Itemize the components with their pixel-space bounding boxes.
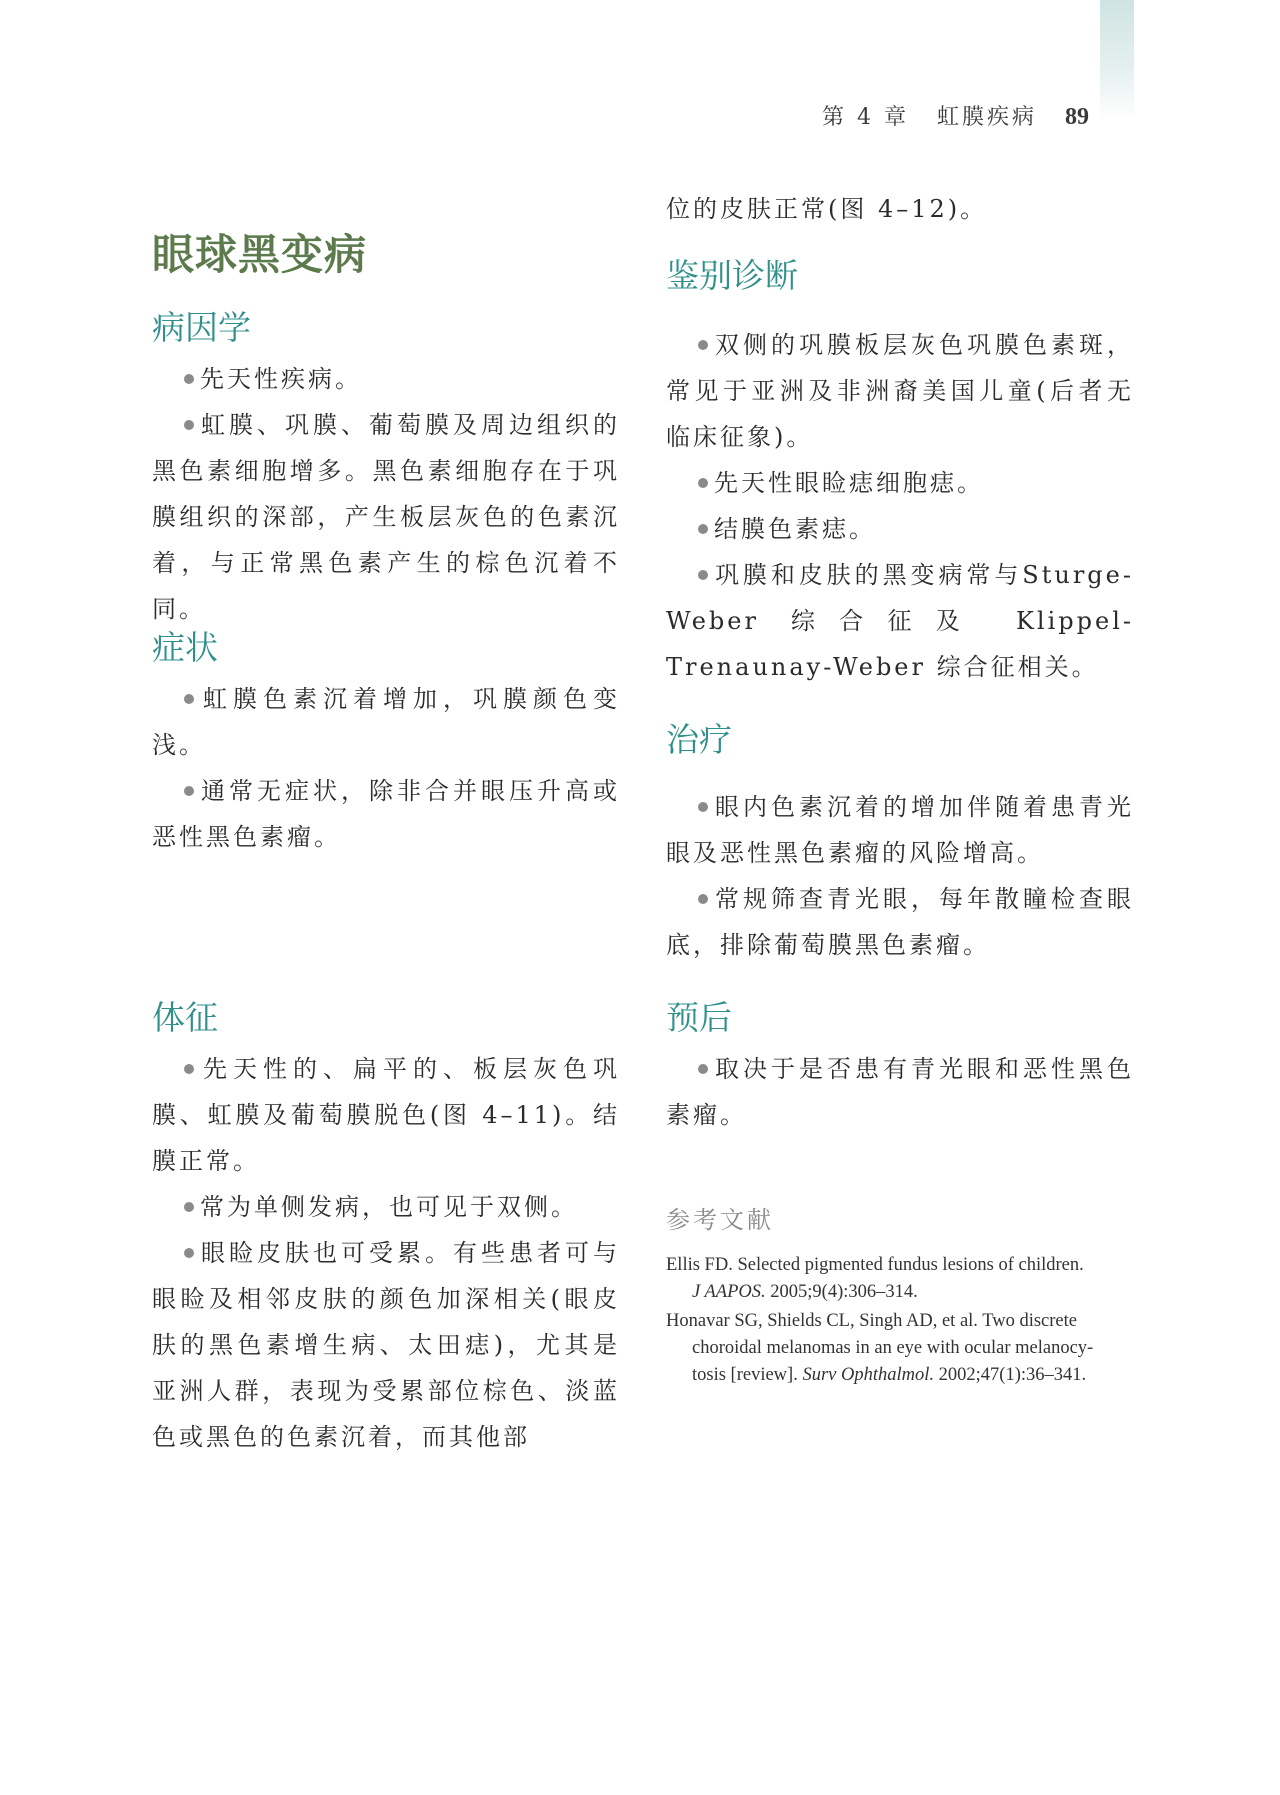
list-item: 常规筛查青光眼，每年散瞳检查眼底，排除葡萄膜黑色素瘤。 — [666, 885, 1134, 959]
list-item: 虹膜、巩膜、葡萄膜及周边组织的黑色素细胞增多。黑色素细胞存在于巩膜组织的深部，产生板层灰色的色素沉着，与正常黑色素产生的棕色沉着不同。 — [152, 411, 620, 623]
list-item: 先天性疾病。 — [152, 356, 620, 402]
bullet-icon — [184, 694, 194, 704]
paragraph-continuation: 位的皮肤正常(图 4–12)。 — [666, 195, 988, 223]
section-heading-symptoms: 症状 — [152, 628, 218, 667]
page-number: 89 — [1065, 104, 1089, 130]
list-item: 先天性的、扁平的、板层灰色巩膜、虹膜及葡萄膜脱色(图 4–11)。结膜正常。 — [152, 1055, 620, 1175]
bullet-icon — [184, 420, 194, 430]
bullet-icon — [184, 1202, 194, 1212]
section-heading-signs: 体征 — [152, 998, 218, 1037]
bullet-icon — [698, 340, 708, 350]
bullet-icon — [184, 374, 194, 384]
section-heading-differential: 鉴别诊断 — [666, 256, 798, 295]
list-item: 眼睑皮肤也可受累。有些患者可与眼睑及相邻皮肤的颜色加深相关(眼皮肤的黑色素增生病、太田痣)，尤其是亚洲人群，表现为受累部位棕色、淡蓝色或黑色的色素沉着，而其他部 — [152, 1239, 620, 1451]
chapter-title: 虹膜疾病 — [936, 105, 1037, 130]
references-heading: 参考文献 — [666, 1206, 774, 1234]
list-item: 虹膜色素沉着增加，巩膜颜色变浅。 — [152, 685, 620, 759]
list-item: 双侧的巩膜板层灰色巩膜色素斑，常见于亚洲及非洲裔美国儿童(后者无临床征象)。 — [666, 331, 1134, 451]
page-edge-tab — [1100, 0, 1134, 120]
list-item: 取决于是否患有青光眼和恶性黑色素瘤。 — [666, 1055, 1134, 1129]
chapter-number: 第 4 章 — [822, 105, 909, 130]
list-item: 常为单侧发病，也可见于双侧。 — [152, 1184, 620, 1230]
page-title: 眼球黑变病 — [152, 230, 368, 279]
section-heading-etiology: 病因学 — [152, 308, 251, 347]
bullet-icon — [698, 1064, 708, 1074]
bullet-icon — [184, 786, 194, 796]
running-head — [822, 100, 1089, 131]
bullet-icon — [184, 1064, 194, 1074]
bullet-icon — [698, 570, 708, 580]
section-heading-prognosis: 预后 — [666, 998, 732, 1037]
reference-item: Honavar SG, Shields CL, Singh AD, et al. Two discrete choroidal melanomas in an eye with ocular melanocy- tosis [review]. Surv Ophthalmol. 2002;47(1):36–341. — [666, 1311, 1094, 1385]
reference-item: Ellis FD. Selected pigmented fundus lesions of children. J AAPOS. 2005;9(4):306–314. — [666, 1255, 1084, 1302]
section-heading-treatment: 治疗 — [666, 720, 732, 759]
bullet-icon — [698, 478, 708, 488]
list-item: 巩膜和皮肤的黑变病常与Sturge-Weber 综合征及 Klippel-Trenaunay-Weber 综合征相关。 — [666, 561, 1134, 681]
bullet-icon — [698, 524, 708, 534]
list-item: 先天性眼睑痣细胞痣。 — [666, 460, 1134, 506]
list-item: 通常无症状，除非合并眼压升高或恶性黑色素瘤。 — [152, 777, 620, 851]
bullet-icon — [698, 894, 708, 904]
bullet-icon — [184, 1248, 194, 1258]
list-item: 眼内色素沉着的增加伴随着患青光眼及恶性黑色素瘤的风险增高。 — [666, 793, 1134, 867]
bullet-icon — [698, 802, 708, 812]
list-item: 结膜色素痣。 — [666, 506, 1134, 552]
